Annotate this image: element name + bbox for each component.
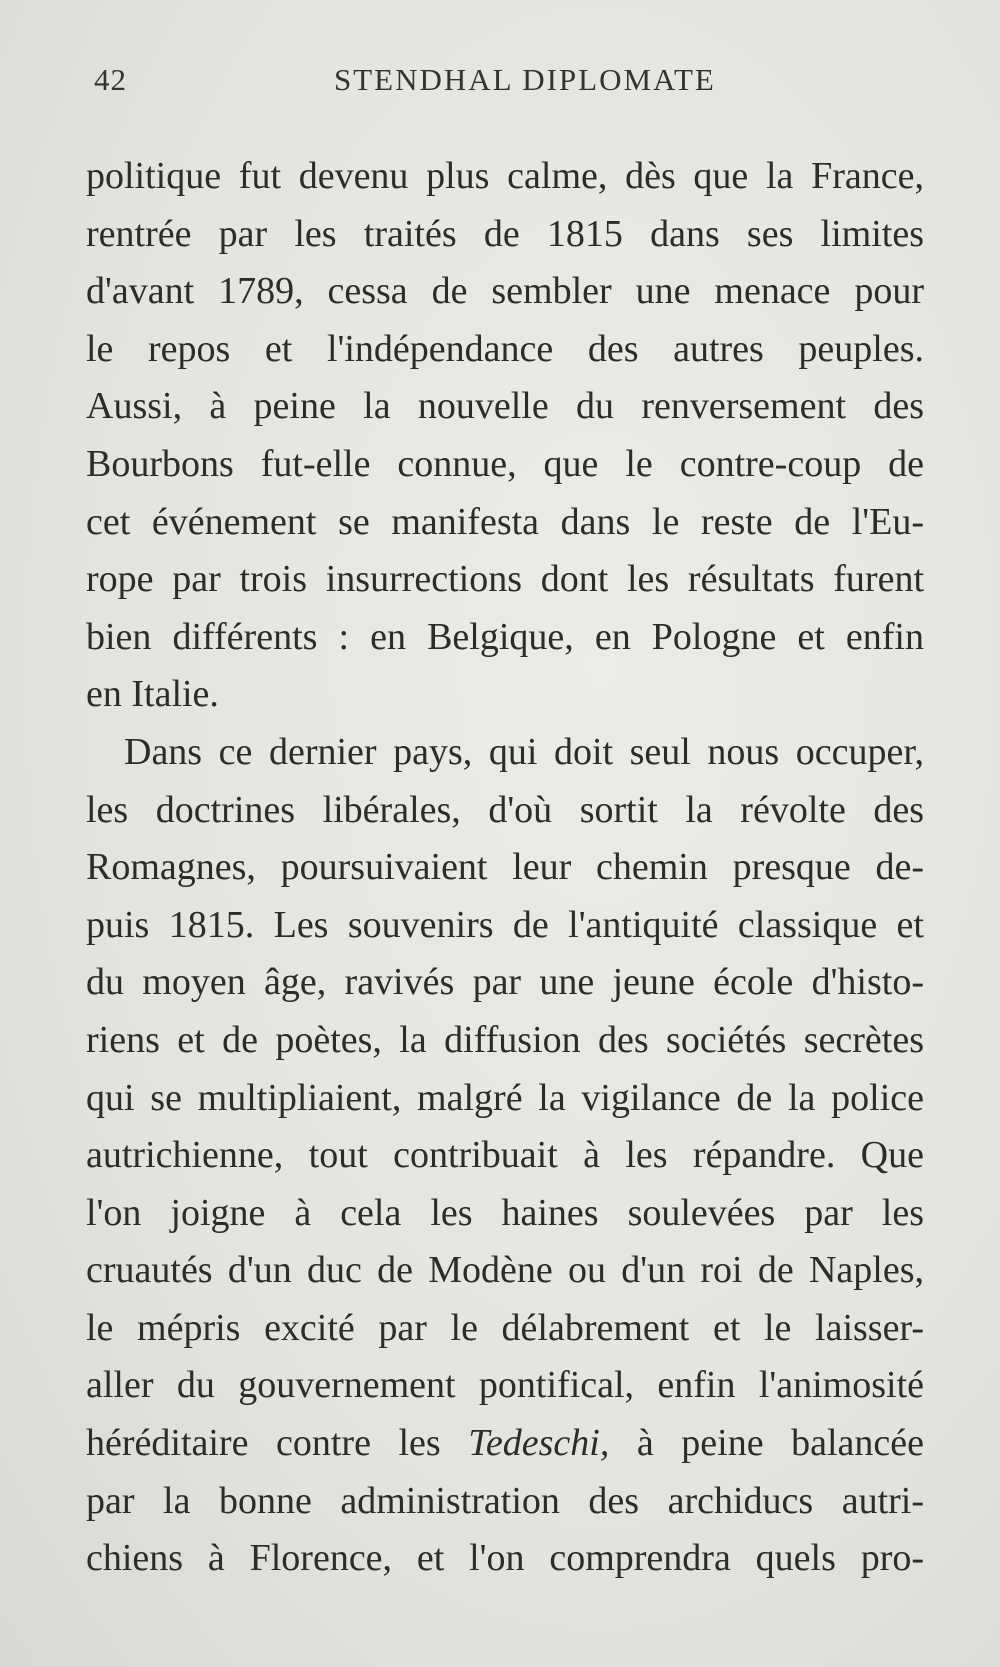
text-line: le mépris excité par le délabrement et le laisser-	[86, 1306, 924, 1349]
text-line: d'avant 1789, cessa de sembler une menace pour	[86, 270, 924, 313]
text-line: en Italie.	[86, 673, 219, 716]
text-line: puis 1815. Les souvenirs de l'antiquité classique et	[86, 903, 924, 946]
text-line: politique fut devenu plus calme, dès que la France,	[86, 155, 924, 197]
text-line: rentrée par les traités de 1815 dans ses limites	[86, 212, 924, 255]
text-line: du moyen âge, ravivés par une jeune école d'histo-	[86, 961, 924, 1004]
text-segment: héréditaire contre les	[86, 1422, 469, 1465]
text-line: autrichienne, tout contribuait à les répandre. Que	[86, 1134, 924, 1177]
text-line: les doctrines libérales, d'où sortit la révolte des	[86, 788, 924, 831]
text-line-italic	[86, 1415, 924, 1473]
text-line: l'on joigne à cela les haines soulevées par les	[86, 1191, 924, 1234]
italic-word: Tedeschi,	[468, 1422, 610, 1465]
text-line: Dans ce dernier pays, qui doit seul nous occuper,	[124, 730, 924, 773]
text-line: riens et de poètes, la diffusion des sociétés secrètes	[86, 1018, 924, 1061]
text-line: cruautés d'un duc de Modène ou d'un roi de Naples,	[86, 1249, 924, 1292]
text-segment: à peine balancée	[609, 1422, 924, 1465]
text-line: aller du gouvernement pontifical, enfin l'animosité	[86, 1364, 924, 1407]
text-line: rope par trois insurrections dont les résultats furent	[86, 558, 924, 601]
page-number: 42	[94, 62, 127, 97]
text-line: le repos et l'indépendance des autres peuples.	[86, 327, 924, 370]
body-text	[86, 148, 924, 1588]
text-line: Bourbons fut-elle connue, que le contre-coup de	[86, 442, 924, 485]
text-line: Romagnes, poursuivaient leur chemin presque de-	[86, 846, 924, 889]
text-line: Aussi, à peine la nouvelle du renversement des	[86, 385, 924, 428]
text-line: chiens à Florence, et l'on comprendra quels pro-	[86, 1537, 924, 1580]
text-line: bien différents : en Belgique, en Pologne et enfin	[86, 615, 924, 658]
text-line: cet événement se manifesta dans le reste de l'Eu-	[86, 500, 924, 543]
running-head	[94, 62, 904, 102]
running-title: STENDHAL DIPLOMATE	[334, 62, 716, 97]
text-line: qui se multipliaient, malgré la vigilance de la police	[86, 1076, 924, 1119]
text-line: par la bonne administration des archiducs autri-	[86, 1479, 924, 1522]
